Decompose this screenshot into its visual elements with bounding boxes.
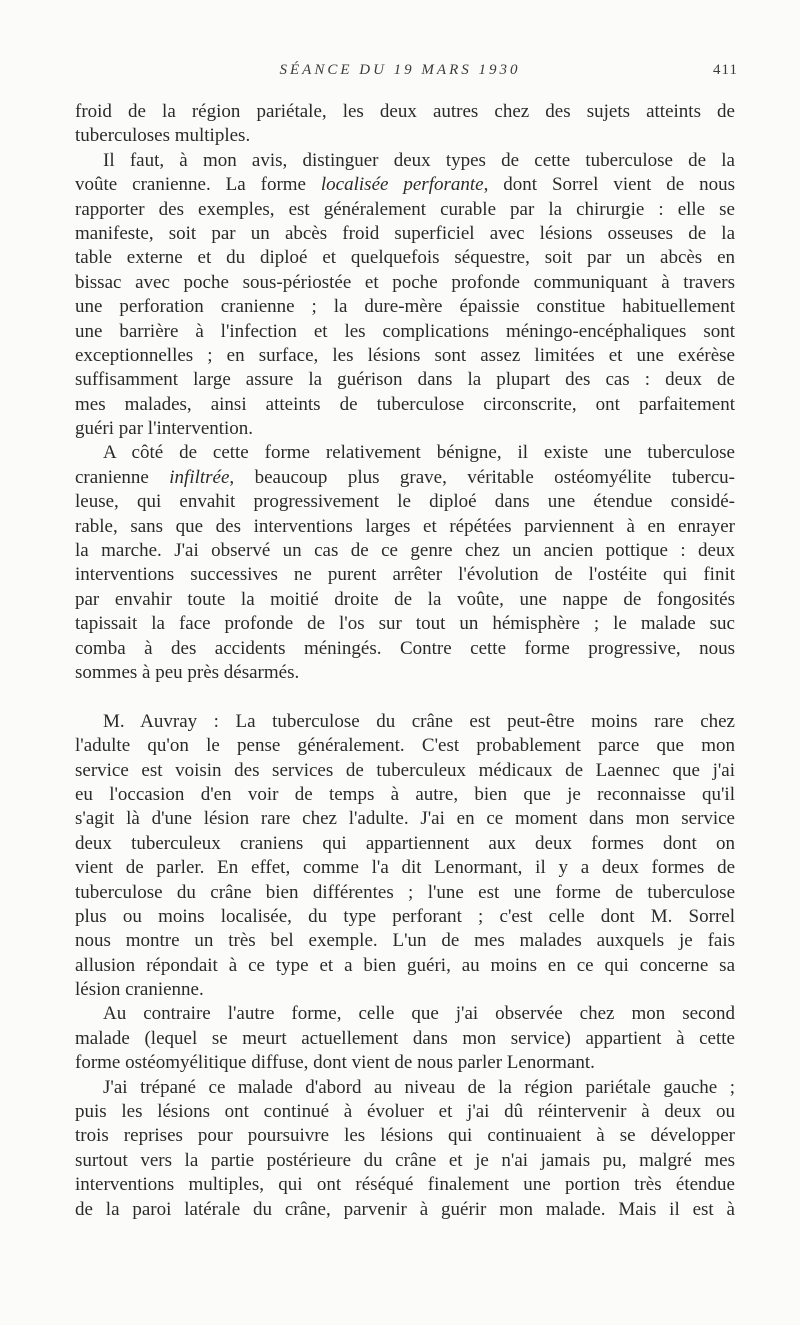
text-line: comba à des accidents méningés. Contre cette forme progressive, nous — [75, 637, 735, 659]
text-line: interventions multiples, qui ont réséqué finalement une portion très étendue — [75, 1174, 735, 1196]
text-line: la marche. J'ai observé un cas de ce genre chez un ancien pottique : deux — [75, 540, 735, 562]
italic-term: localisée perforante — [320, 174, 484, 196]
text-line: bissac avec poche sous-périostée et poche profonde communiquant à travers — [75, 271, 735, 293]
text-line: M. Auvray : La tuberculose du crâne est peut-être moins rare chez — [103, 710, 735, 732]
text-line: interventions successives ne purent arrêter l'évolution de l'ostéite qui finit — [75, 564, 735, 586]
text-line: allusion répondait à ce type et a bien guéri, au moins en ce qui concerne sa — [75, 954, 735, 976]
text-line: de la paroi latérale du crâne, parvenir à guérir mon malade. Mais il est à — [75, 1198, 735, 1220]
text-line: mes malades, ainsi atteints de tuberculose circonscrite, ont parfaitement — [75, 393, 735, 415]
text-line: tuberculose du crâne bien différentes ; l'une est une forme de tuberculose — [75, 881, 735, 903]
text-line: s'agit là d'une lésion rare chez l'adulte. J'ai en ce moment dans mon service — [75, 808, 735, 830]
paragraph — [75, 441, 735, 685]
text-line: service est voisin des services de tuberculeux médicaux de Laennec que j'ai — [75, 759, 735, 781]
text-line: malade (lequel se meurt actuellement dans mon service) appartient à cette — [75, 1027, 735, 1049]
text-line: suffisamment large assure la guérison dans la plupart des cas : deux de — [75, 369, 735, 391]
text-run: voûte cranienne. La forme — [75, 174, 321, 196]
text-line — [75, 173, 735, 197]
paragraph — [75, 710, 735, 1003]
text-line: tapissait la face profonde de l'os sur tout un hémisphère ; le malade suc — [75, 613, 735, 635]
text-line: trois reprises pour poursuivre les lésions qui continuaient à se développer — [75, 1125, 735, 1147]
text-line: surtout vers la partie postérieure du crâne et je n'ai jamais pu, malgré mes — [75, 1149, 735, 1171]
text-line: manifeste, soit par un abcès froid superficiel avec lésions osseuses de la — [75, 222, 735, 244]
text-line: une perforation cranienne ; la dure-mère épaissie constitue habituellement — [75, 296, 735, 318]
running-head — [0, 62, 800, 84]
text-line: table externe et du diploé et quelquefois séquestre, soit par un abcès en — [75, 247, 735, 269]
text-run: , dont Sorrel vient de nous — [483, 174, 735, 196]
section-gap — [75, 685, 735, 709]
page-number: 411 — [713, 62, 738, 78]
text-line: sommes à peu près désarmés. — [75, 661, 300, 683]
text-line: eu l'occasion d'en voir de temps à autre, bien que je reconnaisse qu'il — [75, 783, 735, 805]
text-line: Au contraire l'autre forme, celle que j'ai observée chez mon second — [103, 1003, 735, 1025]
text-line: J'ai trépané ce malade d'abord au niveau de la région pariétale gauche ; — [103, 1076, 735, 1098]
text-line: une barrière à l'infection et les complications méningo-encéphaliques sont — [75, 320, 735, 342]
text-line: leuse, qui envahit progressivement le diploé dans une étendue considé- — [75, 491, 735, 513]
text-line: forme ostéomyélitique diffuse, dont vient de nous parler Lenormant. — [75, 1052, 595, 1074]
text-line: A côté de cette forme relativement bénigne, il existe une tuberculose — [103, 442, 735, 464]
paragraph — [75, 149, 735, 442]
text-run: cranienne — [75, 466, 170, 488]
text-line: lésion cranienne. — [75, 979, 204, 1001]
text-line: rable, sans que des interventions larges et répétées parviennent à en enrayer — [75, 515, 735, 537]
text-line: exceptionnelles ; en surface, les lésions sont assez limitées et une exérèse — [75, 344, 735, 366]
text-line: nous montre un très bel exemple. L'un de mes malades auxquels je fais — [75, 930, 735, 952]
text-run: , beaucoup plus grave, véritable ostéomyélite tubercu- — [229, 466, 735, 488]
paragraph — [75, 100, 735, 149]
text-line: froid de la région pariétale, les deux autres chez des sujets atteints de — [75, 101, 735, 122]
text-line — [75, 466, 735, 490]
text-line: tuberculoses multiples. — [75, 125, 251, 147]
body-text — [75, 100, 735, 1222]
paragraph — [75, 1002, 735, 1075]
text-line: Il faut, à mon avis, distinguer deux types de cette tuberculose de la — [103, 149, 735, 171]
text-line: guéri par l'intervention. — [75, 418, 254, 440]
text-line: puis les lésions ont continué à évoluer et j'ai dû réintervenir à deux ou — [75, 1101, 735, 1123]
running-title: SÉANCE DU 19 MARS 1930 — [279, 62, 521, 78]
text-line: par envahir toute la moitié droite de la voûte, une nappe de fongosités — [75, 588, 735, 610]
text-line: plus ou moins localisée, du type perforant ; c'est celle dont M. Sorrel — [75, 905, 735, 927]
text-line: vient de parler. En effet, comme l'a dit Lenormant, il y a deux formes de — [75, 857, 735, 879]
text-line: deux tuberculeux craniens qui appartiennent aux deux formes dont on — [75, 832, 735, 854]
text-line: rapporter des exemples, est généralement curable par la chirurgie : elle se — [75, 198, 735, 220]
text-line: l'adulte qu'on le pense généralement. C'est probablement parce que mon — [75, 735, 735, 757]
italic-term: infiltrée — [169, 466, 230, 488]
paragraph — [75, 1076, 735, 1222]
